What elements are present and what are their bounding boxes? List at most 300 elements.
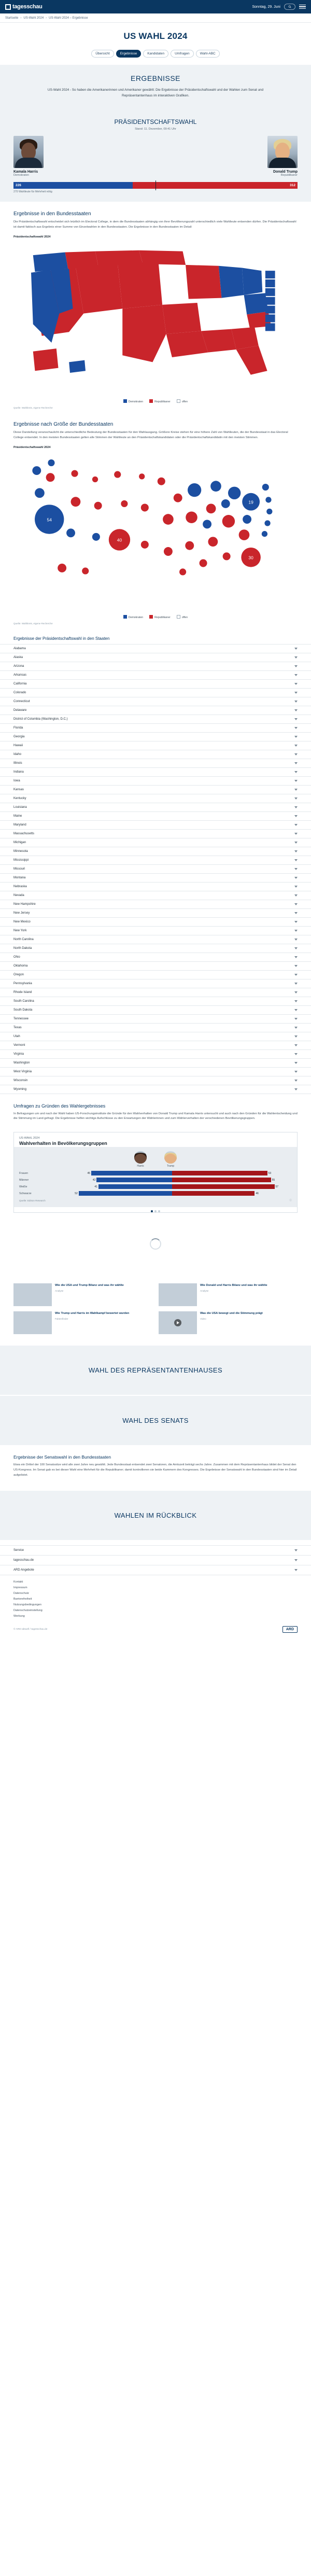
poll-bar-track xyxy=(52,1184,292,1189)
chevron-down-icon xyxy=(294,991,298,993)
state-accordion-item[interactable] xyxy=(0,706,311,715)
electoral-bar-meta xyxy=(13,190,298,193)
state-accordion-item[interactable] xyxy=(0,645,311,653)
state-label: Wyoming xyxy=(13,1087,26,1091)
poll-trump-face xyxy=(164,1154,177,1164)
menu-button[interactable] xyxy=(299,5,306,9)
state-label: Ohio xyxy=(13,955,20,959)
svg-text:54: 54 xyxy=(47,516,52,522)
state-accordion-item[interactable] xyxy=(0,715,311,724)
state-accordion-item[interactable] xyxy=(0,918,311,927)
polls-title: Umfragen zu Gründen des Wahlergebnisses xyxy=(13,1103,106,1109)
state-label: Kansas xyxy=(13,788,24,791)
poll-harris-face xyxy=(134,1154,147,1164)
state-label: Hawaii xyxy=(13,744,23,747)
teaser-thumbnail[interactable] xyxy=(159,1283,197,1306)
footer-link[interactable]: Werbung xyxy=(13,1614,25,1618)
states-accordion-title: Ergebnisse der Präsidentschaftswahl in den Staaten xyxy=(13,636,110,641)
state-accordion-item[interactable] xyxy=(0,689,311,697)
state-label: Arkansas xyxy=(13,673,27,677)
state-label: Nevada xyxy=(13,893,24,897)
play-icon[interactable] xyxy=(174,1319,181,1326)
poll-chart-card xyxy=(13,1132,298,1213)
teaser-grid xyxy=(0,1275,311,1345)
state-label: Utah xyxy=(13,1034,20,1038)
state-label: Michigan xyxy=(13,841,26,844)
state-label: Tennessee xyxy=(13,1017,29,1020)
ard-logo: ARD xyxy=(282,1626,298,1633)
candidate-trump-name: Donald Trump xyxy=(273,170,298,174)
state-accordion-item[interactable] xyxy=(0,900,311,909)
state-accordion-item[interactable] xyxy=(0,680,311,689)
state-accordion-item[interactable] xyxy=(0,821,311,830)
chevron-down-icon xyxy=(294,709,298,711)
chevron-down-icon xyxy=(294,868,298,870)
teaser-headline: Wie Trump und Harris im Wahlkampf bewertet wurden xyxy=(55,1312,130,1315)
state-accordion-item[interactable] xyxy=(0,733,311,741)
loading-area xyxy=(0,1213,311,1275)
state-accordion-item[interactable] xyxy=(0,909,311,918)
candidate-harris-name: Kamala Harris xyxy=(13,170,38,174)
poll-value-harris: 42 xyxy=(92,1178,96,1182)
majority-label: 270 Wahlleute für Mehrheit nötig xyxy=(13,190,52,194)
state-accordion-item[interactable] xyxy=(0,962,311,971)
page-footer xyxy=(0,1545,311,1641)
teaser-item[interactable] xyxy=(159,1283,298,1306)
tab-wahl-abc[interactable]: Wahl-ABC xyxy=(196,50,220,58)
chevron-down-icon xyxy=(294,780,298,782)
chevron-down-icon xyxy=(294,789,298,791)
state-accordion-item[interactable] xyxy=(0,741,311,750)
chevron-down-icon xyxy=(294,692,298,694)
state-label: New Jersey xyxy=(13,911,30,915)
retrospect-section-header xyxy=(0,1491,311,1540)
chevron-down-icon xyxy=(294,842,298,844)
state-label: Washington xyxy=(13,1061,30,1065)
poll-trump-avatar xyxy=(164,1151,177,1164)
state-label: Missouri xyxy=(13,867,25,871)
teaser-item[interactable] xyxy=(13,1311,152,1334)
state-accordion-item[interactable] xyxy=(0,724,311,733)
state-label: Iowa xyxy=(13,779,20,782)
harris-body-shape xyxy=(15,158,42,168)
state-accordion-item[interactable] xyxy=(0,1006,311,1015)
chevron-down-icon xyxy=(294,956,298,958)
state-accordion-item[interactable] xyxy=(0,1050,311,1059)
state-accordion-item[interactable] xyxy=(0,662,311,671)
state-label: Texas xyxy=(13,1026,22,1029)
map2-title: Ergebnisse nach Größe der Bundesstaaten xyxy=(13,421,114,427)
senate-block-title: Ergebnisse der Senatswahl in den Bundesstaaten xyxy=(13,1454,111,1460)
footer-service-label: Service xyxy=(13,1548,24,1552)
carousel-dot-2[interactable] xyxy=(154,1210,157,1212)
chevron-down-icon xyxy=(294,894,298,897)
map1-description: Die Präsidentschaftswahl entscheidet sich letztlich im Electoral College, in dem die Bundesstaaten abhängig von ihrer Bevölkerungszahl unterschiedlich viele Wahlleute entsenden dürfen. Die Präsidentschaftswahl ist damit faktisch aus Ergebnis einer Summe von Einzelwahlen in den Bundesstaaten. Die Ergebnisse in den Bundesstaaten im Detail: xyxy=(13,220,296,229)
teaser-headline: Was die USA bewegt und die Stimmung prägt xyxy=(200,1312,263,1315)
breadcrumb-item-1[interactable]: US-Wahl 2024 xyxy=(23,16,44,20)
footer-row-service[interactable] xyxy=(0,1546,311,1556)
presidential-title: PRÄSIDENTSCHAFTSWAHL xyxy=(114,118,197,126)
topbar-left-group xyxy=(5,4,43,10)
state-results-map-module xyxy=(0,202,311,412)
chevron-down-icon xyxy=(294,806,298,808)
state-label: South Carolina xyxy=(13,999,34,1003)
state-label: New York xyxy=(13,929,27,932)
teaser-thumbnail[interactable] xyxy=(13,1311,52,1334)
chevron-down-icon xyxy=(294,771,298,773)
poll-value-harris: 45 xyxy=(87,1171,91,1175)
svg-text:40: 40 xyxy=(117,537,122,543)
map2-source: Quelle: Wahlkreis, eigene Recherche xyxy=(13,622,53,625)
chevron-down-icon xyxy=(294,797,298,800)
top-navigation-bar xyxy=(0,0,311,13)
state-label: New Hampshire xyxy=(13,902,36,906)
teaser-text xyxy=(55,1311,129,1334)
teaser-item[interactable] xyxy=(13,1283,152,1306)
chevron-down-icon xyxy=(294,1044,298,1046)
legend2-open: offen xyxy=(177,615,188,619)
footer-link[interactable]: Kontakt xyxy=(13,1580,23,1584)
teaser-headline: Wie die USA und Trump Bilanz und was ihr wählte xyxy=(55,1284,124,1287)
loading-spinner-icon xyxy=(150,1238,161,1250)
section-tab-nav xyxy=(0,47,311,65)
poll-value-harris: 52 xyxy=(75,1192,78,1195)
state-label: Florida xyxy=(13,726,23,730)
state-label: Indiana xyxy=(13,770,24,774)
chevron-down-icon xyxy=(294,753,298,755)
tab-uebersicht[interactable]: Übersicht xyxy=(91,50,114,58)
state-accordion-item[interactable] xyxy=(0,697,311,706)
chevron-down-icon xyxy=(294,850,298,852)
tab-kandidaten[interactable]: Kandidaten xyxy=(143,50,168,58)
chevron-down-icon xyxy=(294,1080,298,1082)
state-accordion-item[interactable] xyxy=(0,1068,311,1076)
map1-label: Präsidentschaftswahl 2024 xyxy=(13,235,51,239)
state-label: Vermont xyxy=(13,1043,25,1047)
state-accordion-item[interactable] xyxy=(0,1015,311,1024)
electoral-bar-rep xyxy=(133,182,298,189)
teaser-meta: Faktenfinder xyxy=(55,1317,68,1320)
state-label: Virginia xyxy=(13,1052,24,1056)
chevron-down-icon xyxy=(294,1549,298,1551)
state-accordion-item[interactable] xyxy=(0,874,311,883)
map1-title: Ergebnisse in den Bundesstaaten xyxy=(13,211,91,217)
map1-legend xyxy=(13,396,298,404)
state-accordion-item[interactable] xyxy=(0,865,311,874)
menu-bar-3 xyxy=(299,8,306,9)
chevron-down-icon xyxy=(294,983,298,985)
chevron-down-icon xyxy=(294,701,298,703)
state-accordion-item[interactable] xyxy=(0,1085,311,1094)
breadcrumb-separator-icon: › xyxy=(20,16,22,20)
teaser-meta: Analyse xyxy=(55,1289,64,1292)
page-header xyxy=(0,23,311,47)
teaser-text xyxy=(55,1283,124,1306)
state-accordion-item[interactable] xyxy=(0,794,311,803)
footer-row-tagesschau[interactable] xyxy=(0,1556,311,1565)
footer-link[interactable]: Datenschutzeinstellung xyxy=(13,1608,43,1612)
state-label: Georgia xyxy=(13,735,25,738)
poll-info-icon[interactable]: ⓘ xyxy=(289,1199,292,1202)
chevron-down-icon xyxy=(294,912,298,914)
state-accordion-item[interactable] xyxy=(0,883,311,891)
chevron-down-icon xyxy=(294,648,298,650)
state-accordion-item[interactable] xyxy=(0,1076,311,1085)
poll-bar-harris xyxy=(91,1171,172,1175)
chevron-down-icon xyxy=(294,939,298,941)
search-button[interactable] xyxy=(284,4,295,10)
house-title: WAHL DES REPRÄSENTANTENHAUSES xyxy=(88,1366,223,1375)
state-label: Mississippi xyxy=(13,858,29,862)
state-label: North Dakota xyxy=(13,946,32,950)
state-accordion-item[interactable] xyxy=(0,671,311,680)
poll-bar-category: Frauen xyxy=(19,1171,29,1175)
state-label: Nebraska xyxy=(13,885,27,888)
state-label: Oklahoma xyxy=(13,964,28,968)
state-accordion-item[interactable] xyxy=(0,768,311,777)
state-accordion-item[interactable] xyxy=(0,803,311,812)
map1-source: Quelle: Wahlkreis, eigene Recherche xyxy=(13,406,53,409)
poll-bar-harris xyxy=(96,1178,172,1182)
state-accordion-item[interactable] xyxy=(0,953,311,962)
polls-text: In Befragungen um und nach der Wahl haben US-Forschungsinstitute die Gründe für den Wahlverhalten von Donald Trump und Kamala Harris untersucht und auch nach den Gründen für die Wahlentscheidung und die Stimmung im Land gefragt. Die Ergebnisse helfen wichtige Aufschlüsse zu den Erwartungen der Wählerinnen und zum Wählerverhalten der verschiedenen Bevölkerungsgruppen. xyxy=(13,1112,298,1121)
poll-bar-category: Schwarze xyxy=(19,1192,32,1195)
poll-legend-trump xyxy=(164,1151,177,1168)
state-accordion-item[interactable] xyxy=(0,944,311,953)
carousel-dot-3[interactable] xyxy=(158,1210,160,1212)
state-label: Minnesota xyxy=(13,849,28,853)
legend2-rep: Republikaner xyxy=(149,615,171,619)
poll-bar-row xyxy=(19,1184,292,1189)
chevron-down-icon xyxy=(294,1035,298,1038)
us-bubble-cartogram[interactable] xyxy=(13,451,298,612)
tab-umfragen[interactable]: Umfragen xyxy=(171,50,194,58)
state-label: Kentucky xyxy=(13,796,26,800)
teaser-headline: Wie Donald und Harris Bilanz und was ihr wählte xyxy=(200,1284,267,1287)
chevron-down-icon xyxy=(294,1053,298,1055)
breadcrumb-item-0[interactable]: Startseite xyxy=(5,16,19,20)
state-accordion-item[interactable] xyxy=(0,1024,311,1032)
footer-link[interactable]: Datenschutz xyxy=(13,1591,29,1595)
state-label: Connecticut xyxy=(13,699,30,703)
chevron-down-icon xyxy=(294,727,298,729)
poll-value-trump: 57 xyxy=(275,1185,279,1188)
us-map-svg[interactable] xyxy=(13,241,298,396)
state-label: Delaware xyxy=(13,708,27,712)
state-label: West Virginia xyxy=(13,1070,32,1073)
poll-bar-track xyxy=(52,1191,292,1196)
state-label: Wisconsin xyxy=(13,1079,28,1082)
electoral-bar-dem xyxy=(13,182,133,189)
senate-results-block xyxy=(0,1445,311,1490)
chevron-down-icon xyxy=(294,1071,298,1073)
carousel-dot-1[interactable] xyxy=(151,1210,153,1212)
chevron-down-icon xyxy=(294,965,298,967)
svg-text:19: 19 xyxy=(248,499,253,505)
chevron-down-icon xyxy=(294,974,298,976)
poll-bar-track xyxy=(52,1178,292,1182)
poll-bar-category: Weiße xyxy=(19,1185,27,1188)
copyright-label: © ARD-aktuell / tagesschau.de xyxy=(13,1628,48,1631)
poll-chart-body xyxy=(14,1147,297,1207)
cartogram-map-module xyxy=(0,412,311,628)
svg-text:30: 30 xyxy=(248,555,253,561)
state-accordion-item[interactable] xyxy=(0,750,311,759)
poll-bar-chart xyxy=(19,1171,292,1196)
chevron-down-icon xyxy=(294,1027,298,1029)
state-label: Alabama xyxy=(13,647,26,650)
senate-title: WAHL DES SENATS xyxy=(122,1417,189,1425)
state-accordion-item[interactable] xyxy=(0,830,311,838)
senate-section-header xyxy=(0,1396,311,1445)
poll-carousel-dots xyxy=(14,1207,297,1212)
poll-source: Quelle: Edison Research xyxy=(19,1199,46,1202)
retrospect-title: WAHLEN IM RÜCKBLICK xyxy=(114,1511,197,1519)
candidate-row xyxy=(13,131,298,177)
footer-row-ard[interactable] xyxy=(0,1565,311,1575)
search-icon xyxy=(288,5,291,8)
state-label: Massachusetts xyxy=(13,832,35,835)
results-title: ERGEBNISSE xyxy=(130,74,181,82)
states-accordion xyxy=(0,644,311,1094)
candidate-harris-party: Demokraten xyxy=(13,174,29,177)
electoral-vote-bar-wrapper xyxy=(13,177,298,202)
page-title: US WAHL 2024 xyxy=(123,31,188,41)
legend2-dem: Demokraten xyxy=(123,615,143,619)
poll-bar-harris xyxy=(79,1191,172,1196)
presidential-result-block xyxy=(0,109,311,202)
tagesschau-logo[interactable] xyxy=(5,4,43,10)
state-label: California xyxy=(13,682,27,685)
state-accordion-item[interactable] xyxy=(0,777,311,786)
chevron-down-icon xyxy=(294,824,298,826)
poll-value-trump: 55 xyxy=(272,1178,275,1182)
state-label: District of Columbia (Washington, D.C.) xyxy=(13,717,68,721)
candidate-trump-photo xyxy=(267,136,298,168)
chevron-down-icon xyxy=(294,718,298,720)
poll-bar-track xyxy=(52,1171,292,1175)
poll-trump-label: Trump xyxy=(166,1165,175,1168)
state-accordion-item[interactable] xyxy=(0,988,311,997)
state-accordion-item[interactable] xyxy=(0,812,311,821)
state-accordion-item[interactable] xyxy=(0,759,311,768)
state-accordion-item[interactable] xyxy=(0,935,311,944)
poll-harris-avatar xyxy=(134,1151,147,1164)
us-choropleth-map[interactable] xyxy=(13,241,298,396)
state-label: Illinois xyxy=(13,761,22,765)
chevron-down-icon xyxy=(294,1062,298,1064)
state-accordion-item[interactable] xyxy=(0,786,311,794)
poll-bar-trump xyxy=(172,1191,255,1196)
state-accordion-item[interactable] xyxy=(0,979,311,988)
teaser-meta: Video xyxy=(200,1317,206,1320)
state-label: Rhode Island xyxy=(13,990,32,994)
teaser-thumbnail[interactable] xyxy=(13,1283,52,1306)
breadcrumb xyxy=(0,13,311,23)
logo-mark-icon xyxy=(5,4,11,10)
chevron-down-icon-2 xyxy=(294,1559,298,1561)
polls-module xyxy=(0,1094,311,1126)
state-accordion-item[interactable] xyxy=(0,927,311,935)
electoral-votes-harris: 226 xyxy=(16,184,21,188)
chevron-down-icon xyxy=(294,1000,298,1002)
state-accordion-item[interactable] xyxy=(0,1032,311,1041)
state-label: Maryland xyxy=(13,823,26,827)
state-label: Maine xyxy=(13,814,22,818)
legend-dem: Demokraten xyxy=(123,399,143,403)
candidate-trump-party: Republikaner xyxy=(280,174,298,177)
state-accordion-item[interactable] xyxy=(0,997,311,1006)
poll-footer xyxy=(19,1199,292,1202)
menu-bar-1 xyxy=(299,5,306,6)
state-accordion-item[interactable] xyxy=(0,1041,311,1050)
chevron-down-icon xyxy=(294,683,298,685)
teaser-text xyxy=(200,1311,263,1334)
presidential-timestamp: Stand: 11. Dezember, 09:41 Uhr xyxy=(135,128,176,131)
chevron-down-icon xyxy=(294,665,298,667)
state-label: New Mexico xyxy=(13,920,31,923)
tab-ergebnisse[interactable]: Ergebnisse xyxy=(116,50,142,58)
poll-bar-row xyxy=(19,1191,292,1196)
state-accordion-item[interactable] xyxy=(0,847,311,856)
footer-link[interactable]: Impressum xyxy=(13,1586,27,1589)
poll-bar-harris xyxy=(98,1184,172,1189)
senate-block-text: Etwa ein Drittel der 100 Senatssitze wird alle zwei Jahre neu gewählt. Jede Bundesstaat entsendet zwei Senatoren, die Amtszeit beträgt sechs Jahre. Zusammen mit dem Repräsentantenhaus bildet der Senat den US-Kongress. Im Senat gab es bei dieser Wahl eine Mehrheit für die Republikaner; damit kontrollieren sie beide Kammern des Kongresses. Die Ergebnisse der Senatswahl in den Bundesstaaten sind hier im Detail aufgelistet. xyxy=(13,1463,297,1477)
chevron-down-icon xyxy=(294,877,298,879)
state-accordion-item[interactable] xyxy=(0,856,311,865)
poll-kicker: US-WAHL 2024 xyxy=(19,1137,40,1140)
state-accordion-item[interactable] xyxy=(0,971,311,979)
state-accordion-item[interactable] xyxy=(0,891,311,900)
chevron-down-icon xyxy=(294,859,298,861)
footer-tagesschau-label: tagesschau.de xyxy=(13,1558,34,1562)
chevron-down-icon xyxy=(294,1088,298,1090)
state-accordion-item[interactable] xyxy=(0,838,311,847)
poll-candidate-legend xyxy=(19,1151,292,1168)
state-label: Pennsylvania xyxy=(13,982,32,985)
topbar-right-group xyxy=(252,4,306,10)
poll-value-harris: 41 xyxy=(94,1185,97,1188)
state-accordion-item[interactable] xyxy=(0,1059,311,1068)
teaser-thumbnail[interactable] xyxy=(159,1311,197,1334)
chevron-down-icon xyxy=(294,745,298,747)
chevron-down-icon xyxy=(294,656,298,659)
electoral-votes-trump: 312 xyxy=(290,184,295,188)
brand-label: tagesschau xyxy=(12,4,43,10)
poll-bar-row xyxy=(19,1178,292,1182)
poll-bar-trump xyxy=(172,1178,271,1182)
teaser-item[interactable] xyxy=(159,1311,298,1334)
state-accordion-item[interactable] xyxy=(0,653,311,662)
chevron-down-icon xyxy=(294,762,298,764)
chevron-down-icon xyxy=(294,736,298,738)
cartogram-svg[interactable] xyxy=(13,451,298,612)
menu-bar-2 xyxy=(299,6,306,7)
current-date-label: Sonntag, 29. Juni xyxy=(252,5,280,9)
footer-link[interactable]: Nutzungsbedingungen xyxy=(13,1603,41,1606)
candidate-harris xyxy=(13,136,76,177)
teaser-text xyxy=(200,1283,267,1306)
map2-description: Diese Darstellung veranschaulicht die unterschiedliche Bedeutung der Bundesstaaten für den Wahlausgang. Größere Kreise stehen für eine höhere Zahl von Wahlleuten, die der Bundesstaat in das Electoral College entsendet. In den meisten Bundesstaaten gelten alle Stimmen der Wahlleute an den Präsidentschaftskandidaten oder die Präsidentschaftskandidatin mit den meisten Stimmen. xyxy=(13,430,288,439)
electoral-vote-bar xyxy=(13,182,298,189)
candidate-harris-photo xyxy=(13,136,44,168)
chevron-down-icon xyxy=(294,930,298,932)
chevron-down-icon xyxy=(294,921,298,923)
footer-link[interactable]: Barrierefreiheit xyxy=(13,1597,32,1601)
state-label: Louisiana xyxy=(13,805,27,809)
chevron-down-icon xyxy=(294,833,298,835)
breadcrumb-separator-icon-2: › xyxy=(46,16,47,20)
